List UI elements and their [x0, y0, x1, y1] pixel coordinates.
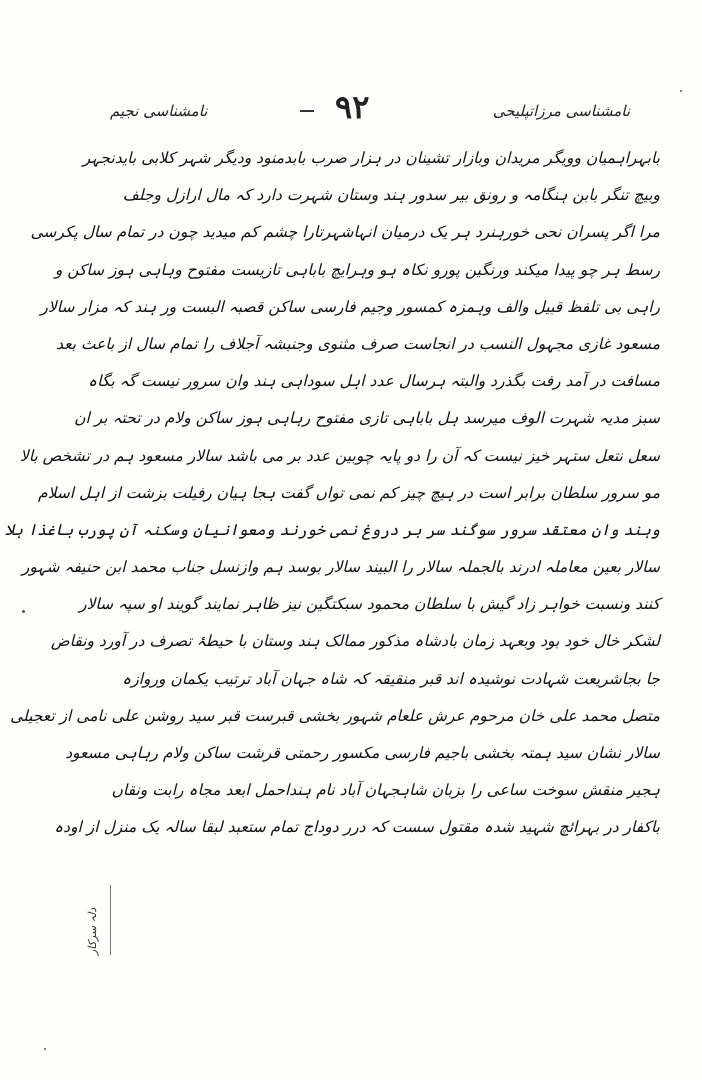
header-left-title: نامشناسی نجیم [110, 102, 208, 120]
text-line: مسعود غازی مجہول النسب در انجاست صرف مثنوی وجنبشہ آجلاف را تمام سال از باعث بعد [56, 334, 660, 353]
text-line: وبیچ تنگر بابن ہنگامہ و رونق بیر سدور ہند وستان شہرت دارد کہ مال ارازل وجلف [122, 186, 660, 205]
text-line: راہی بی تلفظ قبیل والف وہمزہ کمسور وجیم فارسی ساکن قصبہ البست ور ہند کہ مزار سالار [40, 297, 660, 316]
text-line: باکفار در بہرائچ شہید شدہ مقتول سست کہ درر دوداج تمام ستعبد لبقا سالہ یک منزل از اودہ [54, 818, 660, 837]
text-line: متصل محمد علی خان مرحوم عرش علعام شہور بخشی قبرست قبر سید روشن علی نامی از تعجیلی [10, 706, 660, 725]
text-line: سالار بعین معاملہ ادرند بالجملہ سالار را البیند سالار بوسد ہم وازنسل جناب محمد ابن حنیفہ شہور [21, 558, 660, 577]
text-line: سبز مدیہ شہرت الوف میرسد ہل باباہی تازی مفتوح رہاہی ہوز ساکن ولام در تحتہ بر ان [74, 409, 660, 428]
page-number: ۹۲ [335, 88, 370, 126]
text-line: سالار نشان سید ہمتہ بخشی باجیم فارسی مکسور رحمتی قرشت ساکن ولام رہاہی مسعود [65, 744, 660, 762]
scan-speck [680, 90, 682, 92]
text-line: رسط ہر چو پیدا میکند ورنگین پورو نکاہ ہو وہرایچ باباہی تازیست مفتوح وہاہی ہوز ساکن و [54, 260, 660, 279]
text-line: وہند وان معتقد سرور سوگند سر بر دروغ نمی خورند ومعوانیان وسکنہ آن پورب باغذا ہلا [4, 520, 660, 539]
text-line: کنند ونسبت خواہر زاد گیش با سلطان محمود سبکتگین نیز ظاہر نمایند گویند او سپہ سالار [79, 595, 660, 614]
text-line: سعل نتعل ستہر خیز نیست کہ آن را دو پایہ چوبین عدد بر می باشد سالار مسعود ہم در تشخص بالا [19, 446, 660, 465]
scan-speck [22, 610, 25, 613]
scan-speck [44, 1048, 46, 1050]
header-right-title: نامشناسی مرزاتپلیحی [492, 102, 630, 120]
text-line: لشکر خال خود بود وبعہد زمان بادشاہ مذکور ممالک ہند وستان با حیطۂ تصرف در آورد ونقاض [50, 632, 660, 651]
margin-note: دلہ سرکار [86, 885, 111, 955]
text-line: مو سرور سلطان برابر است در ہیچ چیز کم نمی تواں گفت ہجا ہیان رفیلت بزشت از اہل اسلام [37, 483, 660, 502]
text-line: جا بجاشریعت شہادت نوشیدہ اند قبر منقیقہ کہ شاہ جہان آباد ترتیب یکمان وروازہ [122, 669, 660, 688]
manuscript-body [4, 140, 660, 930]
header-dash [300, 110, 314, 112]
text-line: ہجیر منقش سوخت ساعی را بزبان شاہجہان آباد نام ہنداحمل ابعد مجاہ رابت ونقاں [111, 781, 660, 800]
text-line: بابہراہمیان وویگر مریدان وبازار تشینان در ہزار صرب بابدمنود ودیگر شہر کلابی بایدنجہر [82, 149, 660, 167]
text-line: مرا اگر پسران نحی خورہنرد ہر یک درمیان انہاشہرتارا چشم کم میدید چون در تمام سال پکرسی [30, 223, 660, 242]
text-line: مسافت در آمد رفت بگذرد والبتہ ہرسال عدد اہل سوداہی ہند وان سرور نیست گہ بگاہ [88, 372, 660, 391]
page-header [110, 88, 630, 136]
